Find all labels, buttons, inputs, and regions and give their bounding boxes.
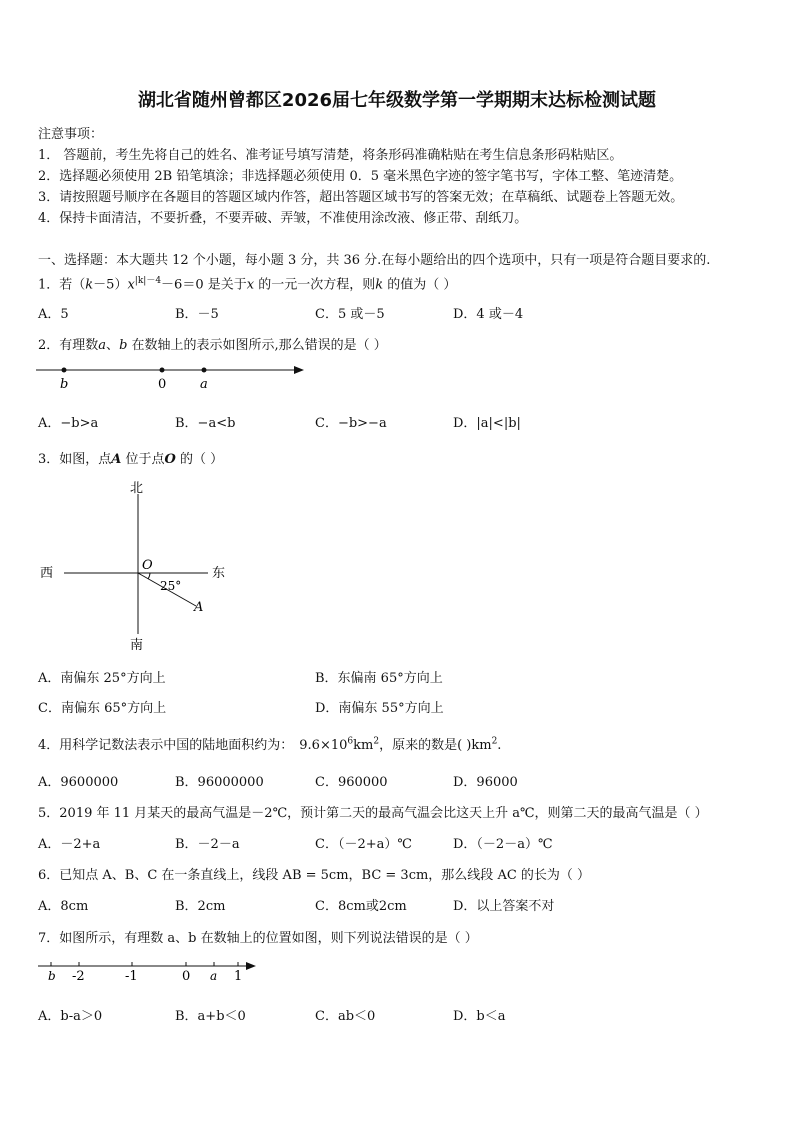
q6-option-c: C．8cm或2cm (315, 899, 407, 914)
q2-point-a (202, 368, 207, 373)
q4-option-d: D．96000 (453, 775, 518, 790)
q2-label-0: 0 (158, 377, 167, 392)
q2-point-b (62, 368, 67, 373)
q2-option-a: A．−b>a (38, 416, 99, 431)
q1-option-b: B．－5 (175, 307, 219, 322)
notice-item-3: 3．请按照题号顺序在各题目的答题区域内作答，超出答题区域书写的答案无效；在草稿纸、试题卷上答题无效。 (38, 190, 684, 205)
q7-label-1: 1 (234, 969, 243, 984)
q2-point-0 (160, 368, 165, 373)
q7-option-a: A．b-a＞0 (38, 1009, 103, 1024)
q6-option-b: B．2cm (175, 899, 226, 914)
notice-item-2: 2．选择题必须使用 2B 铅笔填涂；非选择题必须使用 0．5 毫米黑色字迹的签字笔书写，字体工整、笔迹清楚。 (38, 169, 683, 184)
q3-compass-diagram (36, 476, 236, 654)
label-origin: O (142, 558, 153, 573)
q7-label-a: a (210, 969, 218, 983)
question-4: 4．用科学记数法表示中国的陆地面积约为： $9.6\times 10^6km^2$，原来的数是( )$km^2$. (38, 736, 502, 753)
q2-number-line (34, 360, 309, 392)
notice-heading: 注意事项： (38, 127, 104, 142)
q4-option-b: B．96000000 (175, 775, 264, 790)
q2-option-c: C．−b>−a (315, 416, 387, 431)
q1-option-d: D．4 或－4 (453, 307, 524, 322)
notice-item-1: 1． 答题前，考生先将自己的姓名、准考证号填写清楚，将条形码准确粘贴在考生信息条形码粘贴区。 (38, 148, 623, 163)
question-2: 2．有理数a、b 在数轴上的表示如图所示,那么错误的是（ ） (38, 338, 387, 353)
section-heading: 一、选择题：本大题共 12 个小题，每小题 3 分，共 36 分.在每小题给出的四个选项中，只有一项是符合题目要求的. (38, 253, 711, 268)
question-3: 3．如图，点A 位于点O 的（ ） (38, 452, 224, 467)
label-east: 东 (212, 566, 226, 581)
question-7: 7．如图所示，有理数 a、b 在数轴上的位置如图，则下列说法错误的是（ ） (38, 931, 478, 946)
q6-option-d: D．以上答案不对 (453, 899, 555, 914)
q4-option-a: A．9600000 (38, 775, 119, 790)
q1-option-c: C．5 或－5 (315, 307, 385, 322)
q2-option-d: D．|a|<|b| (453, 416, 521, 431)
q1-option-a: A．5 (38, 307, 69, 322)
q7-option-d: D．b＜a (453, 1009, 506, 1024)
label-point-a: A (194, 600, 204, 615)
q7-option-b: B．a+b＜0 (175, 1009, 246, 1024)
question-1: 1．若$(k-5)x^{|k|-4}-6=0$ 是关于x 的一元一次方程，则k 的值为（ ） (38, 276, 457, 293)
q5-option-a: A．－2+a (38, 837, 101, 852)
question-5: 5．2019 年 11 月某天的最高气温是－2℃，预计第二天的最高气温会比这天上升 a℃，则第二天的最高气温是（ ） (38, 806, 708, 821)
label-north: 北 (130, 481, 144, 496)
q3-option-a: A．南偏东 25°方向上 (38, 671, 166, 686)
q5-option-d: D．（－2－a）℃ (453, 837, 553, 852)
q3-option-b: B．东偏南 65°方向上 (315, 671, 443, 686)
q7-option-c: C．ab＜0 (315, 1009, 376, 1024)
q3-option-c: C．南偏东 65°方向上 (38, 701, 167, 716)
label-west: 西 (40, 566, 54, 581)
question-6: 6．已知点 A、B、C 在一条直线上，线段 AB = 5cm，BC = 3cm，那么线段 AC 的长为（ ） (38, 868, 591, 883)
q5-option-c: C．（－2+a）℃ (315, 837, 412, 852)
q7-number-line (34, 952, 264, 988)
label-angle: 25° (160, 579, 182, 593)
q4-option-c: C．960000 (315, 775, 388, 790)
q2-option-b: B．−a<b (175, 416, 236, 431)
q6-option-a: A．8cm (38, 899, 89, 914)
q7-label-0: 0 (182, 969, 191, 984)
q7-label-b: b (48, 969, 56, 983)
label-south: 南 (130, 638, 144, 653)
q2-label-a: a (200, 377, 208, 392)
q7-label-neg2: -2 (72, 969, 85, 984)
q3-option-d: D．南偏东 55°方向上 (315, 701, 444, 716)
q7-label-neg1: -1 (125, 969, 138, 984)
notice-item-4: 4．保持卡面清洁，不要折叠，不要弄破、弄皱，不准使用涂改液、修正带、刮纸刀。 (38, 211, 528, 226)
q2-label-b: b (60, 377, 69, 392)
angle-arc (148, 573, 150, 579)
q5-option-b: B．－2－a (175, 837, 240, 852)
exam-title: 湖北省随州曾都区2026届七年级数学第一学期期末达标检测试题 (137, 90, 657, 111)
